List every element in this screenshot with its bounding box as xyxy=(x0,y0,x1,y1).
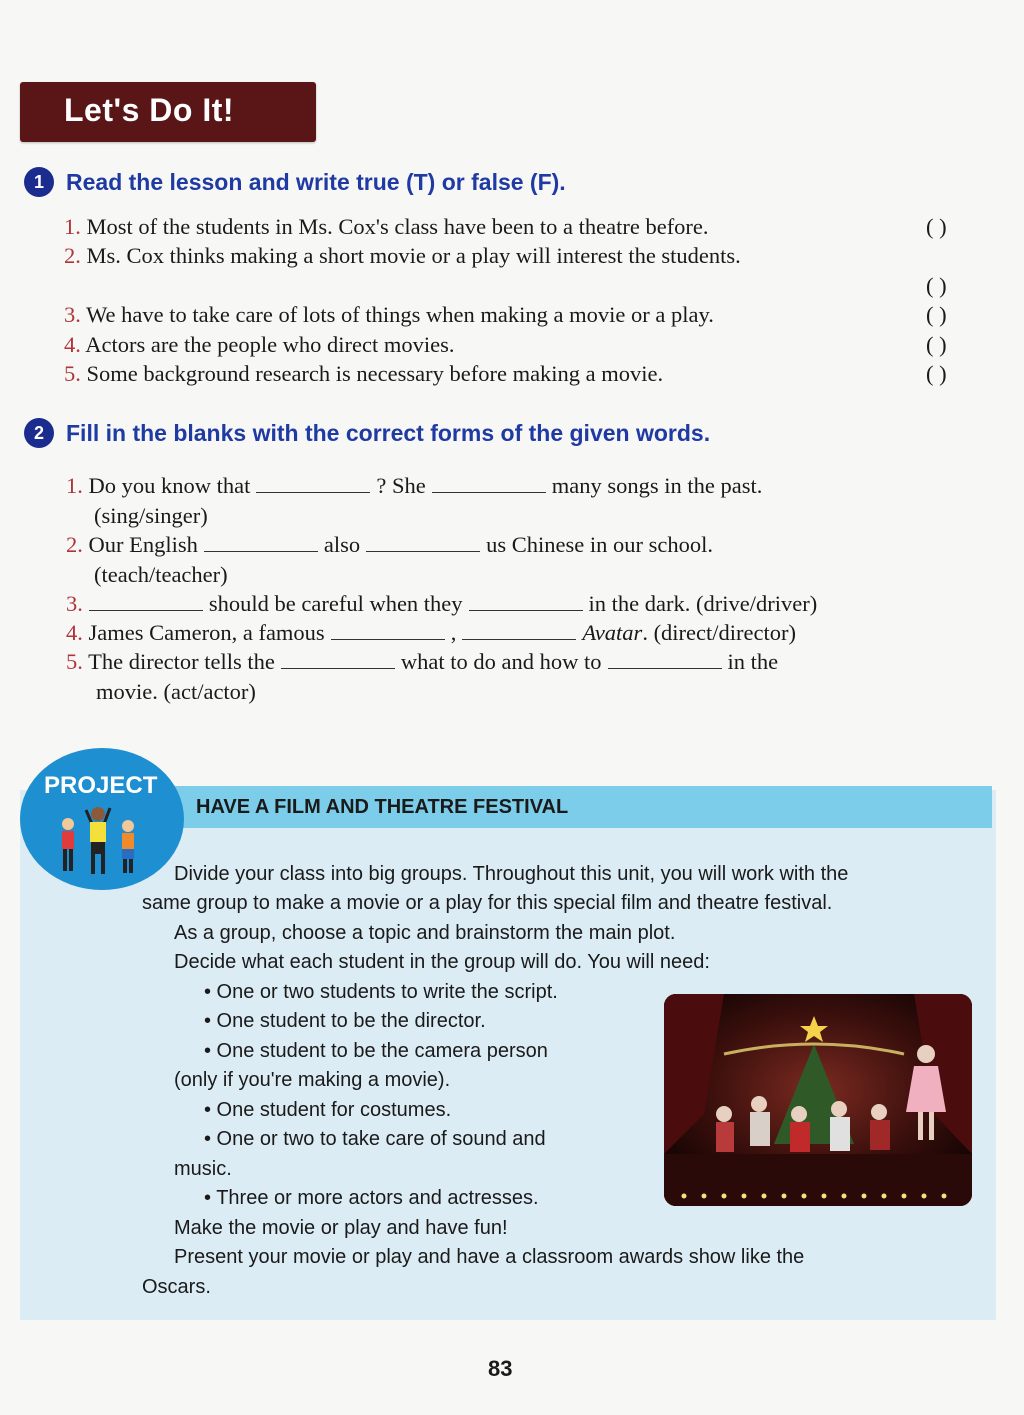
bullet-2: • One student to be the director. xyxy=(204,1010,486,1032)
section-1-number: 1 xyxy=(24,167,54,197)
section-1-heading xyxy=(24,166,566,198)
section-2-heading xyxy=(24,417,710,449)
answer-paren-4[interactable]: ( ) xyxy=(926,332,947,357)
fill-item-5: 5. The director tells the what to do and how to in the xyxy=(66,649,779,674)
blank-5a[interactable] xyxy=(281,650,395,669)
answer-paren-1[interactable]: ( ) xyxy=(926,214,947,239)
tf-item-3: 3. We have to take care of lots of things when making a movie or a play. xyxy=(64,302,714,327)
tf-item-1: 1. Most of the students in Ms. Cox's class have been to a theatre before. xyxy=(64,214,709,239)
bullet-6: • Three or more actors and actresses. xyxy=(204,1187,539,1209)
fill-item-2: 2. Our English also us Chinese in our school. xyxy=(66,532,713,557)
project-para-3: Decide what each student in the group will do. You will need: xyxy=(174,951,710,973)
project-title-bar xyxy=(172,786,992,828)
blank-5b[interactable] xyxy=(608,650,722,669)
bullet-1: • One or two students to write the script. xyxy=(204,981,558,1003)
section-2-title: Fill in the blanks with the correct forms of the given words. xyxy=(66,419,711,446)
blank-4a[interactable] xyxy=(331,621,445,640)
section-2-number: 2 xyxy=(24,418,54,448)
blank-4b[interactable] xyxy=(462,621,576,640)
answer-paren-3[interactable]: ( ) xyxy=(926,302,947,327)
project-title: HAVE A FILM AND THEATRE FESTIVAL xyxy=(196,796,569,818)
fill-item-4: 4. James Cameron, a famous , Avatar. (direct/director) xyxy=(66,620,796,645)
bullet-3: • One student to be the camera person xyxy=(204,1040,548,1062)
project-para-2: As a group, choose a topic and brainstorm the main plot. xyxy=(174,922,676,944)
bullet-5: • One or two to take care of sound and xyxy=(204,1128,546,1150)
blank-3b[interactable] xyxy=(469,592,583,611)
project-para-5b: Oscars. xyxy=(142,1276,211,1298)
project-para-5a: Present your movie or play and have a classroom awards show like the xyxy=(174,1246,805,1268)
fill-item-1-hint: (sing/singer) xyxy=(94,503,208,528)
tf-item-4: 4. Actors are the people who direct movies. xyxy=(64,332,455,357)
bullet-5-cont: music. xyxy=(174,1158,232,1180)
blank-3a[interactable] xyxy=(89,592,203,611)
blank-1b[interactable] xyxy=(432,474,546,493)
fill-item-2-hint: (teach/teacher) xyxy=(94,562,228,587)
blank-2b[interactable] xyxy=(366,533,480,552)
answer-paren-2[interactable]: ( ) xyxy=(926,273,947,298)
lets-do-it-banner xyxy=(20,82,316,142)
tf-item-2: 2. Ms. Cox thinks making a short movie or a play will interest the students. xyxy=(64,243,741,268)
answer-paren-5[interactable]: ( ) xyxy=(926,361,947,386)
project-para-1a: Divide your class into big groups. Throughout this unit, you will work with the xyxy=(174,863,849,885)
tf-item-5: 5. Some background research is necessary before making a movie. xyxy=(64,361,664,386)
blank-1a[interactable] xyxy=(256,474,370,493)
blank-2a[interactable] xyxy=(204,533,318,552)
page-number: 83 xyxy=(488,1356,513,1381)
fill-item-3: 3. should be careful when they in the dark. (drive/driver) xyxy=(66,591,818,616)
fill-item-1: 1. Do you know that ? She many songs in the past. xyxy=(66,473,763,498)
section-1-title: Read the lesson and write true (T) or false (F). xyxy=(66,168,566,195)
fill-item-5-hint: movie. (act/actor) xyxy=(96,679,256,704)
project-para-1b: same group to make a movie or a play for this special film and theatre festival. xyxy=(142,892,833,914)
children-illustration-icon xyxy=(52,802,144,882)
bullet-3-cont: (only if you're making a movie). xyxy=(174,1069,451,1091)
theatre-stage-photo xyxy=(664,994,972,1206)
project-para-4: Make the movie or play and have fun! xyxy=(174,1217,508,1239)
banner-title: Let's Do It! xyxy=(64,92,235,128)
project-label: PROJECT xyxy=(44,772,158,799)
bullet-4: • One student for costumes. xyxy=(204,1099,452,1121)
